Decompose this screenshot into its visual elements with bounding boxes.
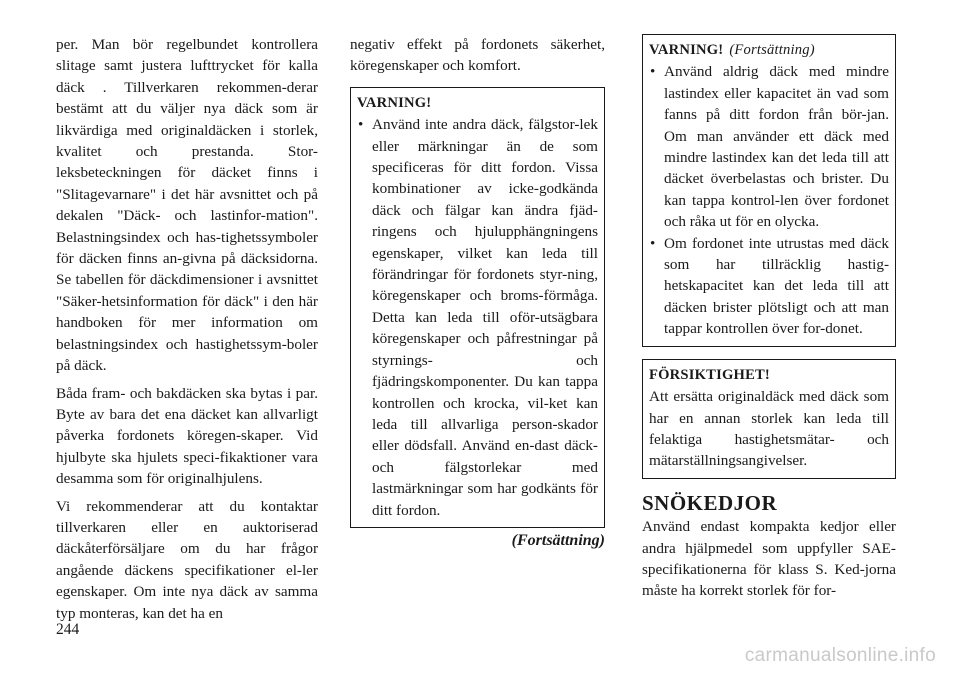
watermark-text: carmanualsonline.info — [744, 645, 936, 666]
caution-text: Att ersätta originaldäck med däck som har en annan storlek kan leda till felaktiga hastighetsmätar- och mätarställningsangivelser. — [649, 388, 889, 470]
warning-item-speed-capacity: • Om fordonet inte utrustas med däck som har tillräcklig hastig-hetskapacitet kan det leda till att däcken brister plötsligt och att man tappar kontrollen över for-donet. — [649, 233, 889, 340]
paragraph-replace-in-pairs: Båda fram- och bakdäcken ska bytas i par. Byte av bara det ena däcket kan allvarligt påverka fordonets köregen-skaper. Vid hjulbyte ska hjulets speci-fikaktioner vara desamma som för originalhjulens. — [56, 384, 318, 488]
paragraph-contact-manufacturer: Vi rekommenderar att du kontaktar tillverkaren eller en auktoriserad däckåterförsäljare om du har frågor angående däckens specifikationer el-ler egenskaper. Om inte nya däck av samma typ monteras, kan det ha en — [56, 497, 318, 622]
paragraph-tire-maintenance: per. Man bör regelbundet kontrollera slitage samt justera lufttrycket för kalla däck . Tillverkaren rekommen-derar bestämt att du väljer nya däck som är likvärdiga med originaldäcken i storlek, kvalitet och prestanda. Stor-leksbeteckningen för däcket finns i "Slitagevarnare" i det här avsnittet och på dekalen "Däck- och lastinfor-mation". Belastningsindex och has-tighetssymboler för däcken finns an-givna på däcksidorna. Se tabellen för däckdimensioner i avsnittet "Säker-hetsinformation för däck" i den här handboken för mer information om belastningsindex och hastighetssym-boler på däck. — [56, 36, 318, 375]
warning-continued-label: (Fortsättning) — [729, 42, 815, 58]
warning-box-continued — [642, 34, 896, 347]
warning-box — [350, 87, 605, 528]
column-left — [56, 34, 318, 630]
caution-box — [642, 359, 896, 479]
warning-title — [649, 40, 889, 61]
page-number: 244 — [56, 621, 80, 638]
warning-item-load-index: • Använd aldrig däck med mindre lastindex eller kapacitet än vad som fanns på ditt fordon från bör-jan. Om man använder ett däck med mindre lastindex kan det leda till att däcket överbelastas och brister. Du kan tappa kontrol-len över fordonet och råka ut för en olycka. — [649, 61, 889, 232]
warning-list — [357, 114, 598, 521]
column-middle — [350, 34, 605, 551]
paragraph-snow-chains: Använd endast kompakta kedjor eller andra hjälpmedel som uppfyller SAE-specifikationerna för klass S. Ked-jorna måste ha korrekt storlek för for- — [642, 518, 896, 600]
warning-title: VARNING! — [357, 94, 432, 111]
continued-label: (Fortsättning) — [511, 531, 605, 549]
column-right — [642, 34, 896, 602]
warning-title-text: VARNING! — [649, 42, 724, 58]
warning-list — [649, 61, 889, 339]
section-heading-snow-chains: SNÖKEDJOR — [642, 490, 778, 515]
paragraph-continuation: negativ effekt på fordonets säkerhet, köregenskaper och komfort. — [350, 36, 605, 75]
caution-title: FÖRSIKTIGHET! — [649, 366, 770, 383]
warning-item: • Använd inte andra däck, fälgstor-lek eller märkningar än de som specificeras för ditt fordon. Vissa kombinationer av icke-godkända däck och fälgar kan ändra fjäd-ringens och hjulupphängningens egenskaper, vilket kan leda till förändringar för fordonets styr-ning, köregenskaper och broms-förmåga. Detta kan leda till oför-utsägbara köregenskaper och påfrestningar på styrnings- och fjädringskomponenter. Du kan tappa kontrollen och krocka, vil-ket kan leda till allvarliga person-skador eller dödsfall. Använd en-dast däck- och fälgstorlekar med lastmärkningar som har godkänts för ditt fordon. — [357, 114, 598, 521]
